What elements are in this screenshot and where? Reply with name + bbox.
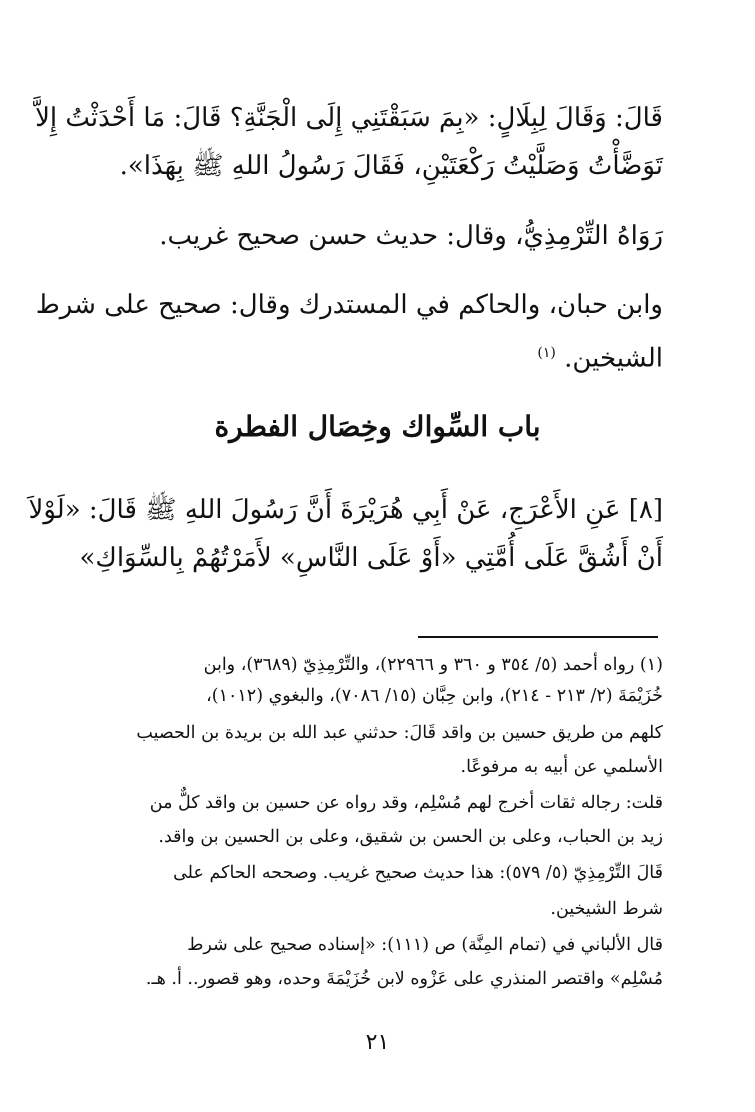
main-text-line-5-text: الشيخين. [564, 343, 663, 374]
footnote-separator [418, 636, 658, 638]
footnote-line-1: (١) رواه أحمد (٥/ ٣٥٤ و ٣٦٠ و ٢٢٩٦٦)، والتِّرْمِذِيّ (٣٦٨٩)، وابن [203, 655, 663, 675]
main-text-line-2: تَوَضَّأْتُ وَصَلَّيْتُ رَكْعَتَيْنِ، فَقَالَ رَسُولُ اللهِ ﷺ بِهَذَا». [119, 151, 663, 181]
footnote-line-3: كلهم من طريق حسين بن واقد قَالَ: حدثني عبد الله بن بريدة بن الحصيب [136, 723, 663, 743]
page-number: ٢١ [365, 1030, 390, 1055]
main-text-line-4: وابن حبان، والحاكم في المستدرك وقال: صحيح على شرط [35, 290, 663, 320]
main-text-line-5 [537, 333, 663, 379]
footnote-line-8: شرط الشيخين. [550, 899, 663, 919]
footnote-line-2: خُزَيْمَةَ (٢/ ٢١٣ - ٢١٤)، وابن حِبَّان (١٥/ ٧٠٨٦)، والبغوي (١٠١٢)، [206, 686, 663, 706]
section-heading: باب السِّواك وخِصَال الفطرة [214, 410, 541, 443]
footnote-line-7: قَالَ التِّرْمِذِيّ (٥/ ٥٧٩): هذا حديث صحيح غريب. وصححه الحاكم على [173, 863, 663, 883]
hadith-line-1: [٨] عَنِ الأَعْرَجِ، عَنْ أَبِي هُرَيْرَةَ أَنَّ رَسُولَ اللهِ ﷺ قَالَ: «لَوْلاَ [28, 495, 663, 525]
main-text-line-1: قَالَ: وَقَالَ لِبِلَالٍ: «بِمَ سَبَقْتَنِي إِلَى الْجَنَّةِ؟ قَالَ: مَا أَحْدَثْتُ إِلاَّ [35, 103, 663, 133]
footnote-line-6: زيد بن الحباب، وعلى بن الحسن بن شقيق، وعلى بن الحسين بن واقد. [158, 827, 663, 847]
footnote-line-10: مُسْلِم» واقتصر المنذري على عَزْوه لابن خُزَيْمَةَ وحده، وهو قصور.. أ. هـ. [145, 969, 663, 989]
footnote-reference: (١) [537, 345, 556, 361]
footnote-line-5: قلت: رجاله ثقات أخرج لهم مُسْلِم، وقد رواه عن حسين بن واقد كلٌّ من [149, 793, 663, 813]
footnote-line-4: الأسلمي عن أبيه به مرفوعًا. [460, 757, 663, 777]
footnote-line-9: قال الألباني في (تمام المِنَّة) ص (١١١): «إسناده صحيح على شرط [187, 935, 663, 955]
hadith-line-2: أَنْ أَشُقَّ عَلَى أُمَّتِي «أَوْ عَلَى النَّاسِ» لأَمَرْتُهُمْ بِالسِّوَاكِ» [79, 543, 663, 573]
main-text-line-3: رَوَاهُ التِّرْمِذِيُّ، وقال: حديث حسن صحيح غريب. [159, 221, 663, 251]
